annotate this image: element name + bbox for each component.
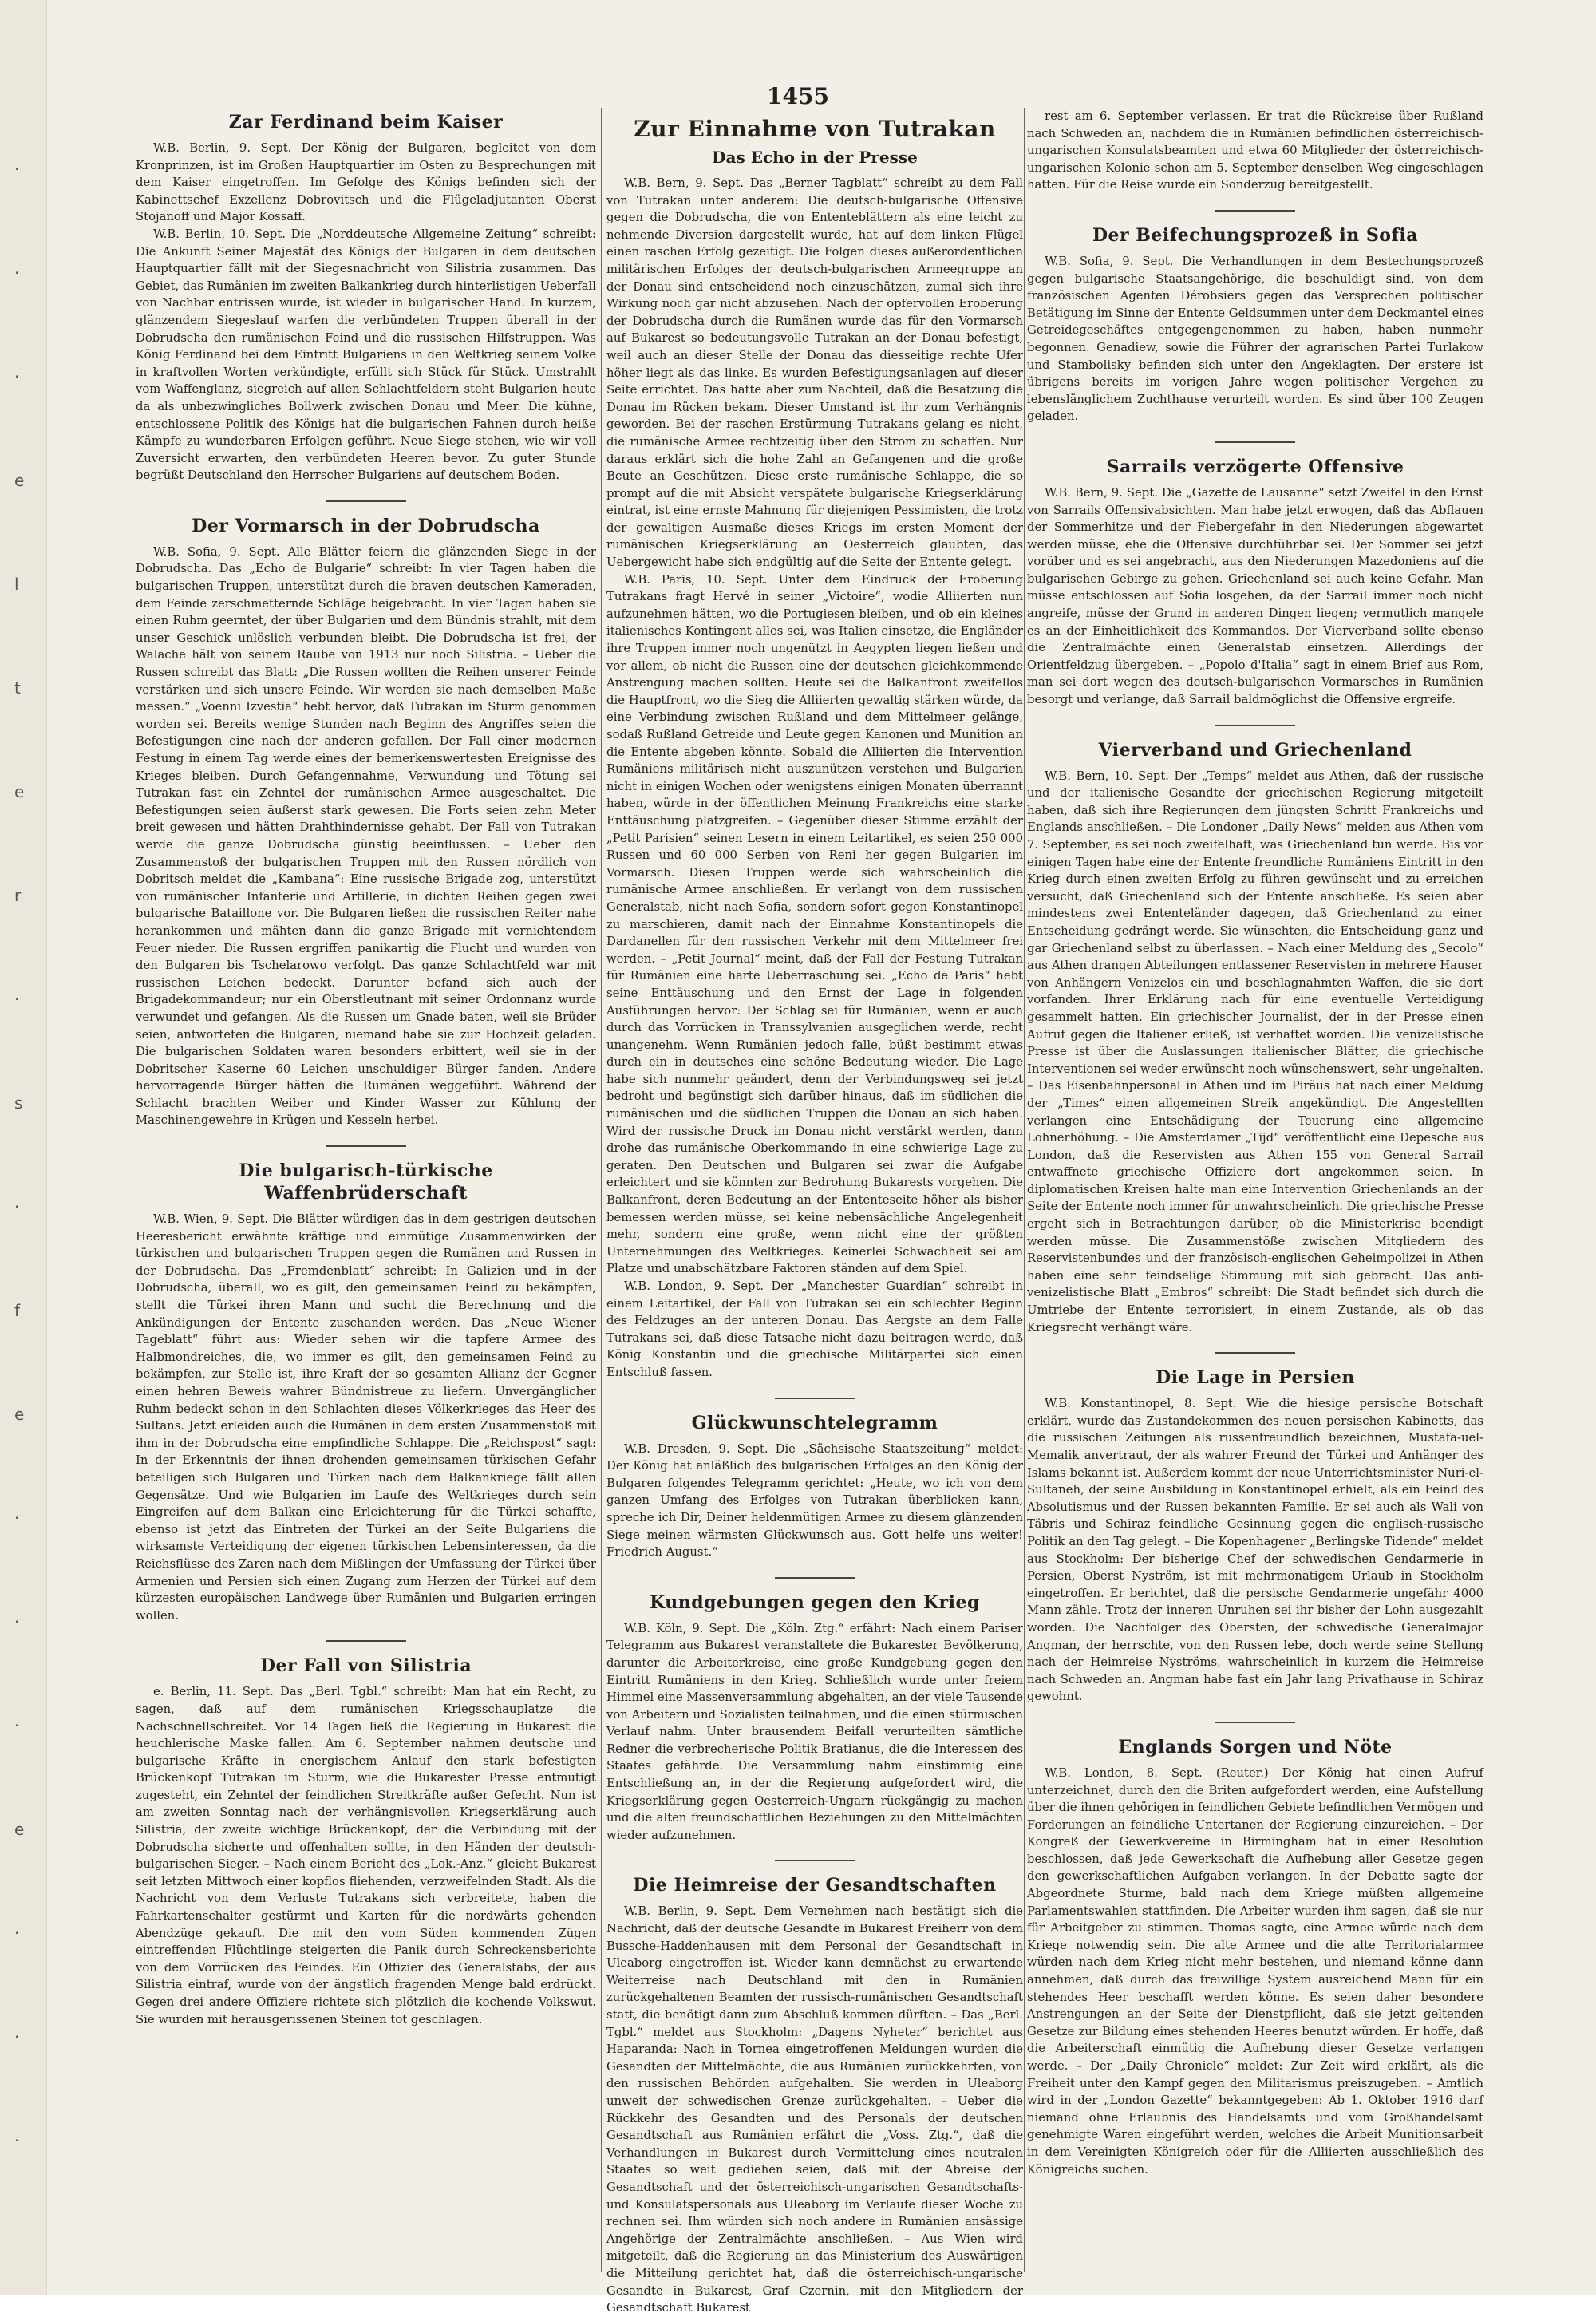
gutter-mark: e: [14, 471, 25, 490]
article-body: [136, 544, 596, 1129]
page-number: 1455: [767, 83, 829, 109]
article-paragraph: W.B. Konstantinopel, 8. Sept. Wie die hiesige persische Botschaft erklärt, wurde das Zustandekommen des neuen persischen Kabinetts, das die russischen Zeitungen als russenfreundlich bezeichnen, Mustafa-uel-Memalik anvertraut, der als wahrer Freund der Türkei und Anhänger des Islams bekannt ist. Außerdem kommt der neue Unterrichtsminister Nuri-el-Sultaneh, der seine Ausbildung in Konstantinopel erhielt, als ein Feind des Absolutismus und der Russen bekannten Familie. Er sei auch als Wali von Täbris und Schiraz feindliche Gesinnung gegen die englisch-russische Politik an den Tag gelegt. – Die Kopenhagener „Berlingske Tidende“ meldet aus Stockholm: Der bisherige Chef der schwedischen Gendarmerie in Persien, Oberst Nyström, ist mit mehrmonatigem Urlaub in Stockholm eingetroffen. Er berichtet, daß die persische Gendarmerie ungefähr 4000 Mann zähle. Trotz der inneren Unruhen sei ihr bisher der Lohn ausgezahlt worden. Die Nachfolger des Obersten, der schwedische Generalmajor Angman, der herrschte, von den Russen lebe, doch werde seine Stellung nach der Heimreise Nyströms, wahrscheinlich in kurzem die Heimreise nach Schweden an. Angman habe fast ein Jahr lang Privathause in Schiraz gewohnt.: [1027, 1397, 1483, 1704]
gutter-mark: ·: [14, 2027, 20, 2046]
gutter-mark: ·: [14, 263, 20, 283]
article-paragraph: W.B. Dresden, 9. Sept. Die „Sächsische Staatszeitung“ meldet: Der König hat anläßlich des bulgarischen Erfolges an den König der Bulgaren folgendes Telegramm gerichtet: „Heute, wo ich von dem ganzen Umfang des Erfolges von Tutrakan überblicken kann, spreche ich Dir, Deiner heldenmütigen Armee zu diesem glänzenden Siege meinen wärmsten Glückwunsch aus. Gott helfe uns weiter! Friedrich August.“: [606, 1441, 1023, 1560]
article-headline: Die Heimreise der Gesandtschaften: [633, 1875, 997, 1896]
article-body: [606, 1903, 1023, 2316]
article-paragraph: W.B. Paris, 10. Sept. Unter dem Eindruck der Eroberung Tutrakans fragt Hervé in seiner „Victoire“, wodie Alliierten nun aufzunehmen hätten, wo die Portugiesen bleiben, und ob ein kleines italienisches Kontingent alles sei, was Italien einsetze, die Engländer ihre Truppen immer noch ungenützt in Aegypten liegen ließen und vor allem, ob nicht die Russen eine der deutschen gleichkommende Anstrengung machen sollten. Heute sei die Balkanfront zweifellos die Hauptfront, wo die Sieg die Alliierten gewaltig stärken würde, da eine Verbindung zwischen Rußland und dem Mittelmeer gelänge, sodaß Rußland Getreide und Leute gegen Kanonen und Munition an die Entente abgeben könnte. Sobald die Alliierten die Intervention Rumäniens militärisch nicht auszunützen verstehen und Bulgarien nicht in einigen Wochen oder wenigstens einigen Monaten überrannt haben, würde in der öffentlichen Meinung Frankreichs eine starke Enttäuschung platzgreifen. – Gegenüber dieser Stimme erzählt der „Petit Parisien“ seinen Lesern in einem Leitartikel, es seien 250 000 Russen und 60 000 Serben von Reni her gegen Bulgarien im Vormarsch. Diesen Truppen werde sich wahrscheinlich die rumänische Armee anschließen. Er verlangt von dem russischen Generalstab, nicht nach Sofia, sondern sofort gegen Konstantinopel zu marschieren, damit nach der Einnahme Konstantinopels die Dardanellen für den russischen Verkehr mit dem Mittelmeer frei werden. – „Petit Journal“ meint, daß der Fall der Festung Tutrakan für Rumänien eine harte Ueberraschung sei. „Echo de Paris“ hebt seine Enttäuschung und den Ernst der Lage in folgenden Ausführungen hervor: Der Schlag sei für Rumänien, wenn er auch durch das Vorrücken in Transsylvanien ausgeglichen werde, recht unangenehm. Wenn Rumänien jedoch falle, büßt bestimmt etwas durch ein in deutsches eine schöne Bedeutung wieder. Die Lage habe sich nunmehr geändert, denn der Verbindungsweg sei jetzt bedroht und begünstigt sich darüber hinaus, daß im südlichen die rumänischen und die südlichen Truppen die Donau an sich haben. Wird der russische Druck im Donau nicht verstärkt werden, dann drohe das rumänische Oberkommando in eine schwierige Lage zu geraten. Den Deutschen und Bulgaren sei zwar die Aufgabe erleichtert und sie könnten zur Bedrohung Bukarests vorgehen. Die Balkanfront, deren Bedeutung an der Ententeseite höher als bisher bemessen werden müsse, sei keine nebensächliche Angelegenheit mehr, sondern eine große, wenn nicht eine der größten Unternehmungen des Weltkrieges. Keinerlei Schwachheit sei am Platze und unabschätzbare Faktoren ständen auf dem Spiel.: [606, 572, 1023, 1276]
column-1: [136, 108, 596, 2272]
article-separator: [1215, 1352, 1295, 1354]
article-body: [1027, 1395, 1483, 1706]
gutter-mark: f: [14, 1301, 21, 1320]
gutter-mark: ·: [14, 1508, 20, 1528]
article-paragraph: W.B. London, 8. Sept. (Reuter.) Der König hat einen Aufruf unterzeichnet, durch den die Briten aufgefordert werden, eine Aufstellung über die ihnen gehörigen in feindlichen Gebiete befindlichen Vermögen und Forderungen an feindliche Untertanen der Regierung einzureichen. – Der Kongreß der Gewerkvereine in Birmingham hat in einer Resolution beschlossen, daß jede Gewerkschaft die Aufhebung aller Gesetze gegen den gewerkschaftlichen Aufgaben verlangen. In der Debatte sagte der Abgeordnete Sturme, bald nach dem Kriege müßten allgemeine Parlamentswahlen stattfinden. Die Arbeiter wurden ihm sagen, daß sie nur für Arbeitgeber zu stimmen. Thomas sagte, eine Armee würde nach dem Kriege notwendig sein. Die alte Armee und die alte Territorialarmee würden nach dem Krieg nicht mehr bestehen, und niemand könne dann annehmen, daß durch das freiwillige System ausreichend Mann für ein stehendes Heer beschafft werden könne. Es seien daher besondere Anstrengungen an der Seite der Dienstpflicht, daß sie jetzt geltenden Gesetze zur Bildung eines stehenden Heeres benutzt würden. Er hoffe, daß die Arbeiterschaft einmütig die Aufhebung dieser Gesetze verlangen werde. – Der „Daily Chronicle“ meldet: Zur Zeit wird erklärt, als die Freiheit unter den Kampf gegen den Militarismus preiszugeben. – Amtlich wird in der „London Gazette“ bekanntgegeben: Ab 1. Oktober 1916 darf niemand ohne Erlaubnis des Handelsamts und vom Großhandelsamt genehmigte Waren eingeführt werden, welches die Arbeit Munitionsarbeit in dem Vereinigten Königreich oder für die Alliierten ausschließlich des Königreichs suchen.: [1027, 1765, 1483, 2177]
article-separator: [1215, 725, 1295, 726]
article-paragraph: W.B. Berlin, 10. Sept. Die „Norddeutsche Allgemeine Zeitung“ schreibt: Die Ankunft Seiner Majestät des Königs der Bulgaren in dem deutschen Hauptquartier fällt mit der Siegesnachricht von Silistria zusammen. Das Gebiet, das Rumänien im zweiten Balkankrieg durch hinterlistigen Ueberfall von Nachbar entrissen wurde, ist wieder in bulgarischer Hand. In kurzem, glänzendem Siegeslauf warfen die verbündeten Truppen überall in der Dobrudscha den rumänischen Feind und die russischen Hilfstruppen. Was König Ferdinand bei dem Eintritt Bulgariens in den Weltkrieg seinem Volke in kraftvollen Worten verkündigte, erfüllt sich Stück für Stück. Umstrahlt vom Waffenglanz, siegreich auf allen Schlachtfeldern steht Bulgarien heute da als unbezwingliches Bollwerk zwischen Donau und Meer. Die kühne, entschlossene Politik des Königs hat die bulgarischen Fahnen durch heiße Kämpfe zu wunderbaren Erfolgen geführt. Neue Siege stehen, wie wir voll Zuversicht erwarten, den verbündeten Heeren bevor. Zu guter Stunde begrüßt Deutschland den Herrscher Bulgariens auf deutschem Boden.: [136, 227, 596, 483]
gutter-mark: ·: [14, 990, 20, 1009]
article-headline: Englands Sorgen und Nöte: [1118, 1736, 1393, 1758]
article-separator: [775, 1398, 855, 1399]
article-separator: [775, 1577, 855, 1579]
article-paragraph: W.B. Bern, 9. Sept. Die „Gazette de Lausanne“ setzt Zweifel in den Ernst von Sarrails Offensivabsichten. Man habe jetzt erwogen, daß das Abflauen der Sommerhitze und der Fiebergefahr in den Niederungen abgewartet werden müsse, ehe die Offensive durchführbar sei. Der Sommer sei jetzt vorüber und es sei angebracht, aus den Niederungen Mazedoniens auf die bulgarischen Gebirge zu gehen. Griechenland sei auch keine Gefahr. Man müsse entschlossen auf Sofia losgehen, da der Sarrail immer noch nicht angreife, müsse der Grund in anderen Dingen liegen; vermutlich mangele es an der Einheitlichkeit des Kommandos. Der Vierverband sollte ebenso die Zentralmächte einen Generalstab einsetzen. Allerdings der Orientfeldzug übergeben. – „Popolo d'Italia“ sagt in einem Brief aus Rom, man sei dort wegen des deutsch-bulgarischen Vormarsches in Rumänien besorgt und verlange, daß Sarrail baldmöglichst die Offensive ergreife.: [1027, 485, 1483, 707]
article-headline: Zur Einnahme von Tutrakan: [634, 116, 996, 142]
article-separator: [1215, 441, 1295, 443]
article-subheadline: Das Echo in der Presse: [712, 148, 918, 167]
binding-gutter: [0, 0, 47, 2295]
gutter-mark: s: [14, 1093, 23, 1113]
gutter-mark: ·: [14, 160, 20, 179]
article-headline: Zar Ferdinand beim Kaiser: [228, 112, 504, 132]
article-paragraph: W.B. Wien, 9. Sept. Die Blätter würdigen das in dem gestrigen deutschen Heeresbericht erwähnte kräftige und einmütige Zusammenwirken der türkischen und bulgarischen Truppen gegen die Rumänen und Russen in der Dobrudscha. Das „Fremdenblatt“ schreibt: In Galizien und in der Dobrudscha, überall, wo es gilt, den gemeinsamen Feind zu bekämpfen, stellt die Türkei ihren Mann und sucht die Berechnung und die Ankündigungen der Entente zuschanden werden. Das „Neue Wiener Tageblatt“ führt aus: Wieder sehen wir die tapfere Armee des Halbmondreiches, die, wo immer es gilt, den gemeinsamen Feind zu bekämpfen, zur Stelle ist, ihre Kraft der so gesamten Allianz der Gegner einen hehren Beweis wahrer Bündnistreue zu liefern. Unvergänglicher Ruhm bedeckt schon in den Schlachten dieses Völkerkrieges das Heer des Sultans. Jetzt erleiden auch die Rumänen in dem ersten Zusammenstoß mit ihm in der Dobrudscha eine empfindliche Schlappe. Die „Reichspost“ sagt: In der Erkenntnis der ihnen drohenden gemeinsamen türkischen Gefahr beteiligen sich Bulgaren und Türken nach dem Balkankriege fällt allen Gegensätze. Und wie Bulgarien im Laufe des Weltkrieges durch sein Eingreifen auf dem Balkan eine Erleichterung für die Türkei schaffte, ebenso ist jetzt das Eintreten der Türkei an der Seite Bulgariens die wirksamste Verteidigung der eigenen türkischen Lebensinteressen, da die Reichsflüsse des Zaren nach dem Mißlingen der Umfassung der Türkei über Armenien und Persien sich einen Zugang zum Herzen der Türkei auf dem kürzesten europäischen Landwege über Rumänien und Bulgarien erringen wollen.: [136, 1212, 596, 1623]
column-3: [1027, 108, 1483, 2272]
article-headline: Der Vormarsch in der Dobrudscha: [192, 515, 540, 536]
article-paragraph: W.B. Bern, 10. Sept. Der „Temps“ meldet aus Athen, daß der russische und der italienische Gesandte der griechischen Regierung mitgeteilt haben, daß sich ihre Regierungen dem jüngsten Schritt Frankreichs und Englands anschließen. – Die Londoner „Daily News“ melden aus Athen vom 7. September, es sei noch zweifelhaft, was Griechenland tun werde. Bis vor einigen Tagen habe eine der Entente freundliche Rumäniens Eintritt in den Krieg durch einen zweiten Erfolg zu führen gewünscht und zu erreichen versucht, daß Griechenland sich der Entente anschließe. Es seien aber mindestens zwei Ententeländer dagegen, daß Griechenland zu einer Entscheidung gedrängt werde. Sie wünschten, die Entscheidung ganz und gar Griechenland selbst zu überlassen. – Nach einer Meldung des „Secolo“ aus Athen drangen Abteilungen entlassener Reservisten in mehrere Hauser von Anhängern Venizelos ein und beschlagnahmten Waffen, die sie dort vorfanden. Ihrer Erklärung nach für eine eventuelle Verteidigung gesammelt hatten. Ein griechischer Journalist, der in der Presse einen Aufruf gegen die Italiener erließ, ist verhaftet worden. Die venizelistische Presse ist über die Auslassungen italienischer Blätter, die griechische Interventionen sei weder erwünscht noch wünschenswert, sehr ungehalten. – Das Eisenbahnpersonal in Athen und im Piräus hat nach einer Meldung der „Times“ einen allgemeinen Streik angekündigt. Die Angestellten verlangen eine Entschädigung der Teuerung eine allgemeine Lohnerhöhung. – Die Amsterdamer „Tijd“ veröffentlicht eine Depesche aus London, daß die Reservisten aus Athen 155 von General Sarrail entwaffnete griechische Offiziere dort angekommen seien. In diplomatischen Kreisen halte man eine Intervention Griechenlands an der Seite der Entente noch immer für unwahrscheinlich. Die griechische Presse ergeht sich in Betrachtungen darüber, ob die Ministerkrise beendigt werden müsse. Die Zusammenstöße zwischen Mitgliedern des Reservistenbundes und der französisch-englischen Geheimpolizei in Athen haben eine sehr feindselige Stimmung mit sich gebracht. Das anti-venizelistische Blatt „Embros“ schreibt: Die Stadt befindet sich durch die Umtriebe der Entente terrorisiert, in einem Zustande, als ob das Kriegsrecht verhängt wäre.: [1027, 769, 1483, 1334]
article-separator: [326, 500, 406, 502]
gutter-mark: ·: [14, 1716, 20, 1735]
article: [1027, 1366, 1483, 1706]
article: [1027, 1736, 1483, 2178]
article-paragraph: W.B. Sofia, 9. Sept. Die Verhandlungen in dem Bestechungsprozeß gegen bulgarische Staatsangehörige, die beschuldigt sind, von dem französischen Agenten Dérobsiers gegen das Versprechen politischer Betätigung im Sinne der Entente Geldsummen unter dem Deckmantel eines Getreidegeschäftes entgegengenommen zu haben, haben nunmehr begonnen. Genadiew, sowie die Führer der agrarischen Partei Turlakow und Stambolisky befinden sich unter den Angeklagten. Der erstere ist übrigens bereits im vorigen Jahre wegen politischer Vergehen zu lebenslänglichem Zuchthause verurteilt worden. Es sind über 100 Zeugen geladen.: [1027, 254, 1483, 424]
column-rule: [601, 108, 602, 2272]
article-headline: Glückwunschtelegramm: [691, 1412, 938, 1433]
gutter-mark: ·: [14, 1612, 20, 1631]
article-body: [136, 1211, 596, 1624]
article-body: [1027, 1765, 1483, 2178]
article: [1027, 739, 1483, 1337]
column-rule: [1024, 108, 1025, 2272]
article-paragraph: W.B. Berlin, 9. Sept. Der König der Bulgaren, begleitet von dem Kronprinzen, ist im Großen Hauptquartier im Osten zu Besprechungen mit dem Kaiser eingetroffen. Im Gefolge des Königs befinden sich der Kabinettschef Exzellenz Dobrovitsch und die Flügeladjutanten Oberst Stojanoff und Major Kossaff.: [136, 141, 596, 224]
gutter-mark: l: [14, 575, 19, 594]
article: [1027, 108, 1483, 194]
article: [136, 111, 596, 484]
article-paragraph: W.B. Bern, 9. Sept. Das „Berner Tagblatt“ schreibt zu dem Fall von Tutrakan unter anderem: Die deutsch-bulgarische Offensive gegen die Dobrudscha, die von Ententeblättern als eine leicht zu nehmende Diversion dargestellt wurde, hat auf dem linken Flügel einen raschen Erfolg gezeitigt. Die Folgen dieses außerordentlichen militärischen Erfolges der deutsch-bulgarischen Armeegruppe an der Donau sind entscheidend noch einzuschätzen, zumal sich ihre Wirkung noch gar nicht abzusehen. Nach der opfervollen Eroberung der Dobrudscha durch die Rumänen wurde das für den Vormarsch auf Bukarest so bedeutungsvolle Tutrakan an der Donau befestigt, weil auch an dieser Stelle der Donau das diesseitige rechte Ufer höher liegt als das linke. Es wurden Befestigungsanlagen auf dieser Seite errichtet. Das hatte aber zum Nachteil, daß die Besatzung die Donau im Rücken bekam. Dieser Umstand ist ihr zum Verhängnis geworden. Bei der raschen Erstürmung Tutrakans gelang es nicht, die rumänische Armee rechtzeitig über den Strom zu schaffen. Nur daraus erklärt sich die hohe Zahl an Gefangenen und die große Beute an Geschützen. Diese erste rumänische Schlappe, die so prompt auf die mit Absicht verspätete bulgarische Kriegserklärung eintrat, ist eine ernste Mahnung für diejenigen Pessimisten, die trotz der gewaltigen Ausmaße dieses Kriegs im ersten Moment der rumänischen Kriegserklärung an Oesterreich glaubten, das Uebergewicht habe sich endgültig auf die Seite der Entente gelegt.: [606, 176, 1023, 570]
article-body: [1027, 768, 1483, 1337]
article-paragraph: W.B. Berlin, 9. Sept. Dem Vernehmen nach bestätigt sich die Nachricht, daß der deutsche Gesandte in Bukarest Freiherr von dem Bussche-Haddenhausen mit dem Personal der Gesandtschaft in Uleaborg eingetroffen ist. Wieder kann demnächst zu erwartende Weiterreise nach Deutschland mit den in Rumänien zurückgehaltenen Beamten der russisch-rumänischen Gesandtschaft statt, die benötigt dann zum Abschluß kommen dürften. – Das „Berl. Tgbl.“ meldet aus Stockholm: „Dagens Nyheter“ berichtet aus Haparanda: Nach in Tornea eingetroffenen Meldungen wurden die Gesandten der Mittelmächte, die aus Rumänien zurückkehrten, von den russischen Behörden aufgehalten. Sie werden in Uleaborg unweit der schwedischen Grenze zurückgehalten. – Ueber die Rückkehr des Gesandten und des Personals der deutschen Gesandtschaft aus Rumänien erfährt die „Voss. Ztg.“, daß die Verhandlungen in Bukarest durch Vermittelung eines neutralen Staates so weit gediehen seien, daß mit der Abreise der Gesandtschaft und der österreichisch-ungarischen Gesandtschafts- und Konsulatspersonals aus Uleaborg im Verlaufe dieser Woche zu rechnen sei. Ihm würden sich noch andere in Rumänien ansässige Angehörige der Zentralmächte anschließen. – Aus Wien wird mitgeteilt, daß die Regierung an das Ministerium des Auswärtigen die Mitteilung gerichtet hat, daß die österreichisch-ungarische Gesandte in Bukarest, Graf Czernin, mit den Mitgliedern der Gesandtschaft Bukarest: [606, 1904, 1023, 2315]
article: [606, 116, 1023, 1382]
article: [606, 1591, 1023, 1845]
article-separator: [326, 1145, 406, 1147]
article-paragraph: W.B. Köln, 9. Sept. Die „Köln. Ztg.“ erfährt: Nach einem Pariser Telegramm aus Bukarest veranstaltete die Bukarester Bevölkerung, darunter die Arbeiterkreise, eine große Kundgebung gegen den Eintritt Rumäniens in den Krieg. Schließlich wurde unter freiem Himmel eine Massenversammlung abgehalten, an der viele Tausende von Arbeitern und Sozialisten teilnahmen, und die einen stürmischen Verlauf nahm. Unter brausendem Beifall verurteilten sämtliche Redner die verbrecherische Politik Bratianus, die die Interessen des Staates gefährde. Die Versammlung nahm einstimmig eine Entschließung an, in der die Regierung aufgefordert wird, die Kriegserklärung gegen Oesterreich-Ungarn rückgängig zu machen und die alten freundschaftlichen Beziehungen zu den Mittelmächten wieder aufzunehmen.: [606, 1621, 1023, 1842]
article: [136, 1160, 596, 1624]
gutter-mark: t: [14, 678, 21, 698]
article-headline: Die Lage in Persien: [1156, 1367, 1355, 1389]
column-2: [606, 108, 1023, 2315]
article-paragraph: W.B. Sofia, 9. Sept. Alle Blätter feiern die glänzenden Siege in der Dobrudscha. Das „Echo de Bulgarie“ schreibt: In vier Tagen haben die bulgarischen Truppen, unterstützt durch die braven deutschen Kameraden, dem Feinde zerschmetternde Schläge beigebracht. In vier Tagen haben sie einen Ruhm geerntet, der über Bulgarien und dem Bündnis strahlt, mit dem unser Geschick unlöslich verbunden bleibt. Die Dobrudscha ist frei, der Walache hält von seinem Raube von 1913 nur noch Silistria. – Ueber die Russen schreibt das Blatt: „Die Russen wollten die Reihen unserer Feinde verstärken und sich unsere Feinde. Wir werden sie nach demselben Maße messen.“ „Voenni Izvestia“ hebt hervor, daß Tutrakan im Sturm genommen worden sei. Bereits wenige Stunden nach Beginn des Angriffes seien die Befestigungen eine nach der anderen gefallen. Der Fall einer modernen Festung in einem Tag werde eines der bemerkenswertesten Ereignisse des Krieges bleiben. Durch Gefangennahme, Verwundung und Tötung sei Tutrakan fast ein Zehntel der rumänischen Armee ausgeschaltet. Die Befestigungen seien äußerst stark gewesen. Die Forts seien zehn Meter breit gewesen und hätten Drahthindernisse gehabt. Der Fall von Tutrakan werde die ganze Dobrudscha günstig beeinflussen. – Ueber den Zusammenstoß der bulgarischen Truppen mit den Russen nördlich von Dobritsch meldet die „Kambana“: Eine russische Brigade zog, unterstützt von rumänischer Infanterie und Artillerie, in dichten Reihen gegen zwei bulgarische Bataillone vor. Die Bulgaren ließen die russischen Reiter nahe herankommen und mähten dann die ganze Brigade mit vernichtendem Feuer nieder. Die Russen ergriffen panikartig die Flucht und wurden von den Bulgaren bis Tschelarowo verfolgt. Das ganze Schlachtfeld war mit russischen Leichen bedeckt. Darunter befand sich auch der Brigadekommandeur; nur ein Oberstleutnant mit seiner Ordonnanz wurde verwundet und gefangen. Als die Russen um Gnade baten, weil sie Brüder seien, antworteten die Bulgaren, niemand habe sie zur Hochzeit geladen. Die bulgarischen Soldaten waren besonders erbittert, weil sie in der Dobritscher Kaserne 60 Leichen unschuldiger Bürger fanden. Andere hervorragende Bürger hätten die Rumänen weggeführt. Während der Schlacht brachten Weiber und Kinder Wasser zur Kühlung der Maschinengewehre in Krügen und Kesseln herbei.: [136, 544, 596, 1128]
article-separator: [1215, 1722, 1295, 1723]
article-headline: Kundgebungen gegen den Krieg: [650, 1591, 980, 1613]
article-headline: Die bulgarisch-türkische Waffenbrüderschaft: [239, 1160, 493, 1204]
article-paragraph: e. Berlin, 11. Sept. Das „Berl. Tgbl.“ schreibt: Man hat ein Recht, zu sagen, daß auf dem rumänischen Kriegsschauplatze die Nachschnellschreitet. Vor 14 Tagen ließ die Regierung in Bukarest die heuchlerische Maske fallen. Am 6. September nahmen deutsche und bulgarische Kräfte in energischem Anlauf den stark befestigten Brückenkopf Tutrakan im Sturm, wie die Bukarester Presse entmutigt zugesteht, ein Zehntel der feindlichen Streitkräfte außer Gefecht. Nun ist am zweiten Sonntag nach der verhängnisvollen Kriegserklärung auch Silistria, der zweite wichtige Brückenkopf, der die Verbindung mit der Dobrudscha sicherte und offenhalten sollte, in den Händen der deutsch-bulgarischen Sieger. – Nach einem Bericht des „Lok.-Anz.“ gleicht Bukarest seit letzten Mittwoch einer kopflos fliehenden, verzweifelnden Stadt. Als die Nachricht von dem Verluste Tutrakans sich verbreitete, haben die Fahrkartenschalter gestürmt und Karten für die nordwärts gehenden Abendzüge gekauft. Die mit den vom Süden kommenden Zügen eintreffenden Flüchtlinge steigerten die Panik durch Schreckensberichte von dem Vorrücken des Feindes. Ein Offizier des Generalstabs, der aus Silistria eintraf, wurde von der ängstlich fragenden Menge bald erdrückt. Gegen drei andere Offiziere richtete sich plötzlich die kochende Volkswut. Sie wurden mit herausgerissenen Steinen tot geschlagen.: [136, 1685, 596, 2026]
gutter-mark: ·: [14, 2131, 20, 2150]
article: [606, 1874, 1023, 2316]
gutter-mark: e: [14, 782, 25, 801]
article-separator: [775, 1860, 855, 1861]
article-body: [606, 1620, 1023, 1845]
article-headline: Der Fall von Silistria: [259, 1655, 472, 1677]
gutter-mark: ·: [14, 1924, 20, 1943]
article: [1027, 224, 1483, 425]
article: [606, 1412, 1023, 1561]
article: [136, 1655, 596, 2028]
article-body: [606, 175, 1023, 1382]
article-body: [606, 1441, 1023, 1561]
gutter-mark: ·: [14, 1197, 20, 1216]
article-body: [1027, 484, 1483, 709]
article-body: [1027, 108, 1483, 194]
article-paragraph: rest am 6. September verlassen. Er trat die Rückreise über Rußland nach Schweden an, nachdem die in Rumänien befindlichen österreichisch-ungarischen Konsulatsbeamten und etwa 60 Mitglieder der österreichisch-ungarischen Kolonie schon am 5. September denselben Weg eingeschlagen hatten. Für die Reise wurde ein Sonderzug bereitgestellt.: [1027, 109, 1483, 192]
gutter-mark: e: [14, 1405, 25, 1424]
article-body: [1027, 253, 1483, 425]
article-headline: Der Beifechungsprozeß in Sofia: [1092, 224, 1419, 246]
gutter-mark: e: [14, 1820, 25, 1839]
article-separator: [326, 1640, 406, 1642]
gutter-mark: r: [14, 886, 22, 905]
article-body: [136, 140, 596, 484]
article-headline: Vierverband und Griechenland: [1098, 739, 1412, 761]
article-body: [136, 1683, 596, 2028]
article-headline: Sarrails verzögerte Offensive: [1106, 456, 1404, 477]
article-paragraph: W.B. London, 9. Sept. Der „Manchester Guardian“ schreibt in einem Leitartikel, der Fall von Tutrakan sei ein schlechter Beginn des Feldzuges an der unteren Donau. Das Aergste an dem Falle Tutrakans sei, daß diese Tatsache nicht dazu beitragen werde, daß König Konstantin und die griechische Militärpartei sich einen Entschluß fassen.: [606, 1279, 1023, 1379]
gutter-mark: ·: [14, 367, 20, 386]
article: [1027, 456, 1483, 709]
article: [136, 515, 596, 1129]
article-separator: [1215, 210, 1295, 212]
